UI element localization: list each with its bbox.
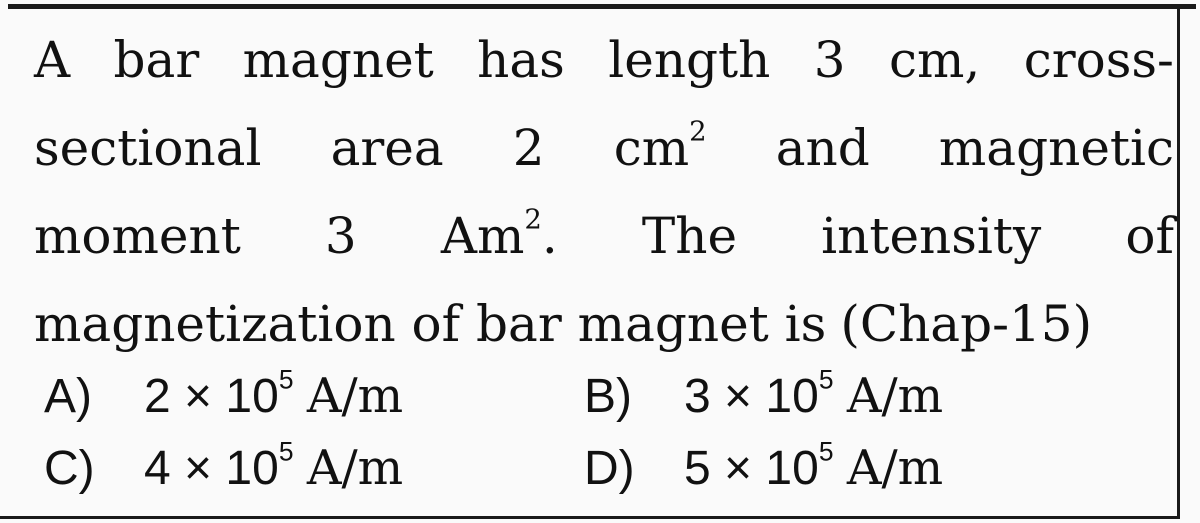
- unit: A/m: [846, 440, 944, 496]
- bottom-border-rule: [0, 516, 1180, 519]
- unit-exponent: 2: [689, 115, 707, 148]
- coefficient: 2: [144, 370, 171, 423]
- unit-base: cm: [613, 119, 690, 177]
- unit-am-squared: [441, 192, 558, 280]
- coefficient: 5: [684, 442, 711, 495]
- word: bar: [113, 31, 200, 89]
- unit-base: Am: [440, 207, 525, 265]
- coefficient: 3: [684, 370, 711, 423]
- times-sign: ×: [184, 370, 213, 423]
- word: has: [477, 31, 565, 89]
- times-sign: ×: [724, 442, 753, 495]
- option-label: C): [44, 441, 95, 495]
- power-exponent: 5: [818, 436, 834, 467]
- word: length: [608, 31, 771, 89]
- coefficient: 4: [144, 442, 171, 495]
- word: cm,: [888, 31, 981, 89]
- option-value: [144, 364, 404, 424]
- unit-exponent: 2: [524, 203, 542, 236]
- top-border-rule: [8, 4, 1196, 9]
- word: moment: [34, 207, 241, 265]
- power-exponent: 5: [278, 364, 294, 395]
- word: of: [1125, 207, 1174, 265]
- unit: A/m: [306, 368, 404, 424]
- word: sectional: [34, 119, 262, 177]
- option-label: A): [44, 369, 92, 423]
- option-value: [684, 364, 944, 424]
- word: magnet: [242, 31, 434, 89]
- question-line-3: [34, 192, 1174, 280]
- chapter-reference: (Chap-15): [840, 295, 1093, 353]
- right-border-rule: [1177, 4, 1180, 519]
- unit: A/m: [846, 368, 944, 424]
- power-base: 10: [765, 442, 819, 495]
- option-a[interactable]: [44, 364, 584, 424]
- power-base: 10: [225, 370, 279, 423]
- times-sign: ×: [184, 442, 213, 495]
- option-c[interactable]: [44, 436, 584, 496]
- unit: A/m: [306, 440, 404, 496]
- option-b[interactable]: [584, 364, 1124, 424]
- word: intensity: [821, 207, 1042, 265]
- option-value: [684, 436, 944, 496]
- question-line-1: [34, 16, 1174, 104]
- word: and: [775, 119, 870, 177]
- option-label: D): [584, 441, 635, 495]
- power-base: 10: [765, 370, 819, 423]
- question-text: [34, 16, 1174, 368]
- question-tail: magnetization of bar magnet is: [34, 295, 827, 353]
- options-row-1: [44, 360, 1144, 432]
- unit-cm-squared: [614, 104, 707, 192]
- word: area: [330, 119, 444, 177]
- word: 2: [512, 119, 545, 177]
- question-line-4: [34, 280, 1174, 368]
- option-d[interactable]: [584, 436, 1124, 496]
- word: 3: [324, 207, 357, 265]
- option-value: [144, 436, 404, 496]
- power-exponent: 5: [278, 436, 294, 467]
- power-exponent: 5: [818, 364, 834, 395]
- word: A: [34, 31, 71, 89]
- word: magnetic: [938, 119, 1174, 177]
- option-label: B): [584, 369, 632, 423]
- power-base: 10: [225, 442, 279, 495]
- options-row-2: [44, 432, 1144, 504]
- word: The: [641, 207, 738, 265]
- word: cross-: [1023, 31, 1174, 89]
- word: 3: [813, 31, 846, 89]
- answer-options: [44, 360, 1144, 504]
- times-sign: ×: [724, 370, 753, 423]
- question-line-2: [34, 104, 1174, 192]
- period: .: [541, 207, 558, 265]
